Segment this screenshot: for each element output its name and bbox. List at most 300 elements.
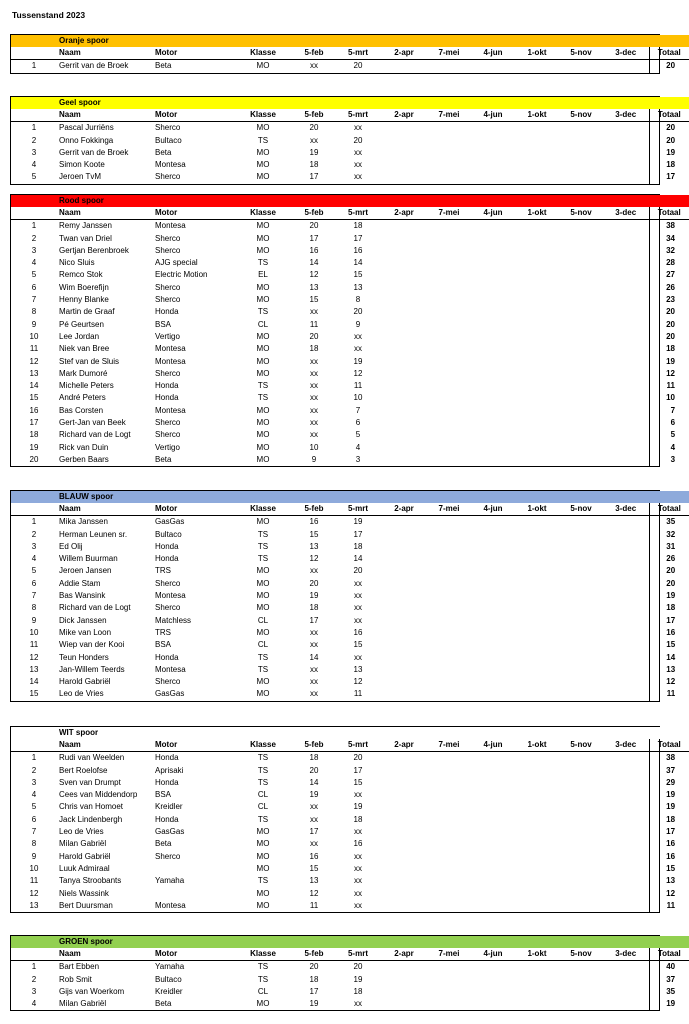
total-cell: 20 <box>649 122 689 135</box>
column-headers <box>11 47 689 60</box>
empty-score-cell <box>603 319 649 331</box>
empty-score-cell <box>559 777 603 789</box>
score-feb-cell: 16 <box>309 851 319 861</box>
total-cell: 5 <box>649 429 689 441</box>
empty-score-cell <box>427 688 471 700</box>
pos-cell: 17 <box>29 418 39 428</box>
total-cell: 13 <box>649 875 689 887</box>
empty-score-cell <box>471 529 515 541</box>
empty-score-cell <box>427 998 471 1010</box>
table-row <box>11 627 689 639</box>
header-motor: Motor <box>153 109 233 122</box>
header-pos <box>11 207 57 220</box>
header-date: 2-apr <box>381 739 427 752</box>
score-feb-cell: 17 <box>309 615 319 625</box>
total-cell: 35 <box>649 516 689 529</box>
name-cell: Remy Janssen <box>59 221 112 231</box>
table-row <box>11 888 689 900</box>
table-row <box>11 245 689 257</box>
klasse-cell: TS <box>257 962 269 972</box>
header-date: 7-mei <box>427 739 471 752</box>
column-headers <box>11 207 689 220</box>
motor-cell: BSA <box>155 790 172 800</box>
score-mrt-cell: 5 <box>355 430 361 440</box>
total-cell: 19 <box>649 590 689 602</box>
empty-score-cell <box>603 331 649 343</box>
empty-score-cell <box>427 851 471 863</box>
section-title: Rood spoor <box>59 196 104 205</box>
empty-score-cell <box>471 826 515 838</box>
empty-score-cell <box>559 590 603 602</box>
total-cell: 15 <box>649 639 689 651</box>
empty-score-cell <box>559 639 603 651</box>
score-mrt-cell: 13 <box>353 664 363 674</box>
empty-score-cell <box>603 851 649 863</box>
empty-score-cell <box>515 454 559 466</box>
table-row <box>11 171 689 183</box>
name-cell: Harold Gabriël <box>59 851 111 861</box>
motor-cell: Honda <box>155 307 179 317</box>
empty-score-cell <box>471 147 515 159</box>
empty-score-cell <box>603 801 649 813</box>
name-cell: Addie Stam <box>59 578 101 588</box>
klasse-cell: TS <box>257 974 269 984</box>
empty-score-cell <box>559 863 603 875</box>
empty-score-cell <box>603 961 649 974</box>
name-cell: Bert Roelofse <box>59 765 108 775</box>
motor-cell: BSA <box>155 319 172 329</box>
klasse-cell: MO <box>256 61 270 71</box>
score-feb-cell: 11 <box>309 319 319 329</box>
empty-score-cell <box>427 516 471 529</box>
empty-score-cell <box>603 652 649 664</box>
total-cell: 17 <box>649 615 689 627</box>
header-date: 4-jun <box>471 739 515 752</box>
score-mrt-cell: xx <box>354 851 362 861</box>
empty-score-cell <box>559 319 603 331</box>
empty-score-cell <box>559 688 603 700</box>
section-header-band <box>11 97 689 109</box>
empty-score-cell <box>515 998 559 1010</box>
empty-score-cell <box>427 220 471 233</box>
empty-score-cell <box>381 368 427 380</box>
total-cell: 18 <box>649 159 689 171</box>
pos-cell: 10 <box>29 863 39 873</box>
empty-score-cell <box>603 343 649 355</box>
header-date: 5-mrt <box>335 948 381 961</box>
motor-cell: Sherco <box>155 677 181 687</box>
empty-score-cell <box>381 875 427 887</box>
empty-score-cell <box>381 454 427 466</box>
empty-score-cell <box>559 294 603 306</box>
name-cell: Gert-Jan van Beek <box>59 418 126 428</box>
table-row <box>11 688 689 700</box>
motor-cell: Honda <box>155 541 179 551</box>
empty-score-cell <box>381 590 427 602</box>
empty-score-cell <box>471 765 515 777</box>
pos-cell: 16 <box>29 405 39 415</box>
total-cell: 16 <box>649 838 689 850</box>
name-cell: André Peters <box>59 393 106 403</box>
motor-cell: Beta <box>155 999 172 1009</box>
empty-score-cell <box>559 233 603 245</box>
empty-score-cell <box>381 294 427 306</box>
name-cell: Jan-Willem Teerds <box>59 664 125 674</box>
empty-score-cell <box>427 135 471 147</box>
score-feb-cell: xx <box>310 839 318 849</box>
empty-score-cell <box>381 171 427 183</box>
score-mrt-cell: 14 <box>353 554 363 564</box>
empty-score-cell <box>515 974 559 986</box>
section-title: GROEN spoor <box>59 937 113 946</box>
empty-score-cell <box>381 245 427 257</box>
score-feb-cell: 18 <box>309 603 319 613</box>
score-feb-cell: xx <box>310 418 318 428</box>
standings-table <box>11 195 689 466</box>
empty-score-cell <box>471 306 515 318</box>
empty-score-cell <box>603 639 649 651</box>
empty-score-cell <box>603 974 649 986</box>
header-date: 3-dec <box>603 109 649 122</box>
header-date: 5-nov <box>559 503 603 516</box>
score-feb-cell: 12 <box>309 554 319 564</box>
empty-score-cell <box>603 454 649 466</box>
empty-score-cell <box>427 863 471 875</box>
empty-score-cell <box>515 429 559 441</box>
name-cell: Leo de Vries <box>59 827 104 837</box>
score-mrt-cell: xx <box>354 652 362 662</box>
pos-cell: 7 <box>31 591 37 601</box>
section-3 <box>10 194 681 467</box>
total-cell: 20 <box>649 306 689 318</box>
pos-cell: 7 <box>31 295 37 305</box>
name-cell: Gerrit van de Broek <box>59 61 129 71</box>
header-date: 5-nov <box>559 207 603 220</box>
score-feb-cell: 13 <box>309 282 319 292</box>
section-2 <box>10 96 681 185</box>
empty-score-cell <box>471 838 515 850</box>
empty-score-cell <box>559 516 603 529</box>
header-motor: Motor <box>153 948 233 961</box>
table-row <box>11 789 689 801</box>
empty-score-cell <box>515 60 559 73</box>
empty-score-cell <box>427 974 471 986</box>
empty-score-cell <box>559 602 603 614</box>
empty-score-cell <box>515 565 559 577</box>
klasse-cell: MO <box>256 677 270 687</box>
name-cell: Richard van de Logt <box>59 603 131 613</box>
score-mrt-cell: xx <box>354 863 362 873</box>
empty-score-cell <box>515 442 559 454</box>
empty-score-cell <box>515 306 559 318</box>
header-pos <box>11 948 57 961</box>
score-feb-cell: xx <box>310 677 318 687</box>
score-feb-cell: 9 <box>311 454 317 464</box>
header-date: 5-feb <box>293 207 335 220</box>
name-cell: Tanya Stroobants <box>59 876 122 886</box>
pos-cell: 4 <box>31 790 37 800</box>
empty-score-cell <box>471 676 515 688</box>
table-row <box>11 961 689 974</box>
name-cell: Michelle Peters <box>59 381 114 391</box>
score-feb-cell: 14 <box>309 258 319 268</box>
header-naam: Naam <box>57 207 153 220</box>
klasse-cell: MO <box>256 888 270 898</box>
klasse-cell: MO <box>256 356 270 366</box>
total-cell: 29 <box>649 777 689 789</box>
empty-score-cell <box>515 392 559 404</box>
name-cell: Twan van Driel <box>59 233 112 243</box>
klasse-cell: CL <box>257 640 269 650</box>
score-feb-cell: xx <box>310 814 318 824</box>
empty-score-cell <box>427 417 471 429</box>
pos-cell: 13 <box>29 368 39 378</box>
score-mrt-cell: 14 <box>353 258 363 268</box>
score-feb-cell: 17 <box>309 172 319 182</box>
header-motor: Motor <box>153 739 233 752</box>
score-mrt-cell: 20 <box>353 962 363 972</box>
empty-score-cell <box>427 578 471 590</box>
pos-cell: 2 <box>31 529 37 539</box>
empty-score-cell <box>427 676 471 688</box>
table-row <box>11 838 689 850</box>
empty-score-cell <box>603 875 649 887</box>
table-row <box>11 814 689 826</box>
pos-cell: 9 <box>31 615 37 625</box>
empty-score-cell <box>515 652 559 664</box>
empty-score-cell <box>381 159 427 171</box>
total-cell: 32 <box>649 245 689 257</box>
table-row <box>11 615 689 627</box>
empty-score-cell <box>603 220 649 233</box>
pos-cell: 1 <box>31 753 37 763</box>
pos-cell: 12 <box>29 652 39 662</box>
empty-score-cell <box>515 282 559 294</box>
header-date: 2-apr <box>381 503 427 516</box>
header-naam: Naam <box>57 739 153 752</box>
empty-score-cell <box>381 429 427 441</box>
empty-score-cell <box>381 765 427 777</box>
empty-score-cell <box>559 838 603 850</box>
klasse-cell: MO <box>256 430 270 440</box>
table-row <box>11 294 689 306</box>
empty-score-cell <box>381 319 427 331</box>
empty-score-cell <box>471 801 515 813</box>
header-pos <box>11 47 57 60</box>
score-mrt-cell: 19 <box>353 802 363 812</box>
pos-cell: 1 <box>31 517 37 527</box>
empty-score-cell <box>471 356 515 368</box>
empty-score-cell <box>381 541 427 553</box>
pos-cell: 2 <box>31 974 37 984</box>
empty-score-cell <box>559 900 603 912</box>
empty-score-cell <box>515 639 559 651</box>
empty-score-cell <box>559 961 603 974</box>
name-cell: Nico Sluis <box>59 258 95 268</box>
empty-score-cell <box>559 135 603 147</box>
table-row <box>11 986 689 998</box>
empty-score-cell <box>427 319 471 331</box>
score-mrt-cell: xx <box>354 591 362 601</box>
empty-score-cell <box>381 405 427 417</box>
table-row <box>11 159 689 171</box>
empty-score-cell <box>559 565 603 577</box>
klasse-cell: MO <box>256 331 270 341</box>
empty-score-cell <box>471 294 515 306</box>
empty-score-cell <box>427 789 471 801</box>
total-cell: 16 <box>649 851 689 863</box>
empty-score-cell <box>559 257 603 269</box>
empty-score-cell <box>381 752 427 765</box>
table-row <box>11 826 689 838</box>
standings-table <box>11 35 689 73</box>
pos-cell: 11 <box>29 640 39 650</box>
motor-cell: Honda <box>155 814 179 824</box>
table-row <box>11 664 689 676</box>
klasse-cell: MO <box>256 863 270 873</box>
section-4 <box>10 490 681 702</box>
empty-score-cell <box>471 60 515 73</box>
empty-score-cell <box>515 159 559 171</box>
empty-score-cell <box>381 664 427 676</box>
table-row <box>11 553 689 565</box>
klasse-cell: MO <box>256 591 270 601</box>
score-mrt-cell: xx <box>354 160 362 170</box>
empty-score-cell <box>559 752 603 765</box>
motor-cell: Bultaco <box>155 529 182 539</box>
motor-cell: Beta <box>155 147 172 157</box>
motor-cell: Montesa <box>155 591 186 601</box>
empty-score-cell <box>603 356 649 368</box>
empty-score-cell <box>427 442 471 454</box>
empty-score-cell <box>559 676 603 688</box>
pos-cell: 6 <box>31 814 37 824</box>
motor-cell: Beta <box>155 454 172 464</box>
header-date: 7-mei <box>427 109 471 122</box>
standings-table <box>11 727 689 912</box>
klasse-cell: MO <box>256 827 270 837</box>
motor-cell: Honda <box>155 753 179 763</box>
total-cell: 16 <box>649 627 689 639</box>
header-totaal: Totaal <box>649 948 689 961</box>
name-cell: Richard van de Logt <box>59 430 131 440</box>
pos-cell: 4 <box>31 160 37 170</box>
pos-cell: 11 <box>29 344 39 354</box>
empty-score-cell <box>603 688 649 700</box>
table-row <box>11 974 689 986</box>
score-feb-cell: 18 <box>309 753 319 763</box>
empty-score-cell <box>381 838 427 850</box>
score-feb-cell: 14 <box>309 652 319 662</box>
name-cell: Leo de Vries <box>59 689 104 699</box>
empty-score-cell <box>471 257 515 269</box>
score-mrt-cell: 8 <box>355 295 361 305</box>
score-feb-cell: xx <box>310 135 318 145</box>
motor-cell: TRS <box>155 627 171 637</box>
name-cell: Wim Boerefijn <box>59 282 109 292</box>
score-feb-cell: xx <box>310 356 318 366</box>
header-date: 5-mrt <box>335 503 381 516</box>
pos-cell: 1 <box>31 123 37 133</box>
empty-score-cell <box>515 147 559 159</box>
empty-score-cell <box>515 986 559 998</box>
header-klasse: Klasse <box>233 109 293 122</box>
score-mrt-cell: 12 <box>353 677 363 687</box>
empty-score-cell <box>427 269 471 281</box>
total-cell: 32 <box>649 529 689 541</box>
klasse-cell: MO <box>256 282 270 292</box>
empty-score-cell <box>427 765 471 777</box>
empty-score-cell <box>603 826 649 838</box>
empty-score-cell <box>427 826 471 838</box>
score-feb-cell: 20 <box>309 221 319 231</box>
score-mrt-cell: xx <box>354 876 362 886</box>
column-headers <box>11 739 689 752</box>
klasse-cell: TS <box>257 814 269 824</box>
empty-score-cell <box>471 122 515 135</box>
empty-score-cell <box>559 220 603 233</box>
empty-score-cell <box>515 627 559 639</box>
table-row <box>11 282 689 294</box>
empty-score-cell <box>427 961 471 974</box>
header-klasse: Klasse <box>233 948 293 961</box>
table-row <box>11 319 689 331</box>
pos-cell: 15 <box>29 393 39 403</box>
name-cell: Cees van Middendorp <box>59 790 138 800</box>
empty-score-cell <box>471 602 515 614</box>
score-feb-cell: 12 <box>309 888 319 898</box>
empty-score-cell <box>603 368 649 380</box>
total-cell: 10 <box>649 392 689 404</box>
empty-score-cell <box>427 294 471 306</box>
empty-score-cell <box>471 135 515 147</box>
pos-cell: 13 <box>29 664 39 674</box>
total-cell: 37 <box>649 765 689 777</box>
empty-score-cell <box>515 380 559 392</box>
name-cell: Simon Koote <box>59 160 105 170</box>
empty-score-cell <box>559 986 603 998</box>
empty-score-cell <box>471 777 515 789</box>
total-cell: 15 <box>649 863 689 875</box>
empty-score-cell <box>559 171 603 183</box>
score-mrt-cell: 17 <box>353 529 363 539</box>
column-headers <box>11 948 689 961</box>
header-date: 2-apr <box>381 47 427 60</box>
section-title: Geel spoor <box>59 98 101 107</box>
empty-score-cell <box>471 171 515 183</box>
name-cell: Gerben Baars <box>59 454 109 464</box>
empty-score-cell <box>559 541 603 553</box>
header-pos <box>11 109 57 122</box>
empty-score-cell <box>603 122 649 135</box>
score-mrt-cell: 19 <box>353 517 363 527</box>
empty-score-cell <box>381 639 427 651</box>
empty-score-cell <box>381 615 427 627</box>
total-cell: 7 <box>649 405 689 417</box>
total-cell: 28 <box>649 257 689 269</box>
empty-score-cell <box>471 429 515 441</box>
empty-score-cell <box>381 331 427 343</box>
empty-score-cell <box>381 122 427 135</box>
empty-score-cell <box>381 777 427 789</box>
empty-score-cell <box>471 442 515 454</box>
score-mrt-cell: xx <box>354 999 362 1009</box>
empty-score-cell <box>381 147 427 159</box>
empty-score-cell <box>515 863 559 875</box>
klasse-cell: MO <box>256 147 270 157</box>
name-cell: Willem Buurman <box>59 554 118 564</box>
motor-cell: Honda <box>155 777 179 787</box>
